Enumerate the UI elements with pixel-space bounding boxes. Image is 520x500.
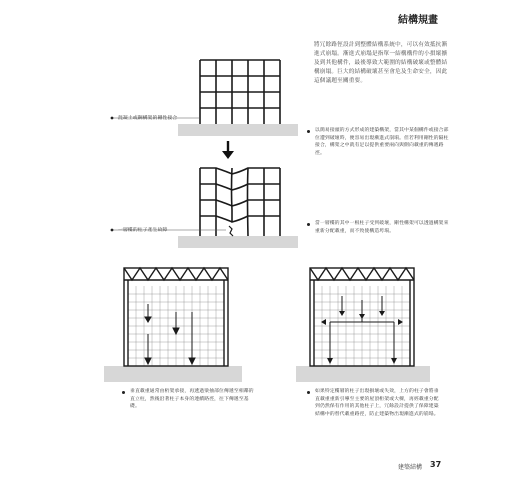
fine-grid (314, 286, 410, 366)
figure-truss-frame-redistributed (296, 268, 430, 382)
figure-truss-frame-normal (104, 268, 242, 382)
bullet-dot (122, 391, 125, 394)
frame-grid-deformed (200, 168, 280, 236)
frame-grid (200, 60, 280, 124)
ground-slab (178, 124, 298, 136)
fig2-label: 一層樓的柱子產生故障 (118, 228, 168, 233)
footer-section-label: 建築結構 (398, 464, 423, 471)
fig2-note: 當一層樓的其中一根柱子受到破壞，剛性構架可以透過構架來重新分配載重，而不致使構造垮塌。 (315, 220, 451, 235)
page-number: 37 (430, 460, 442, 469)
figure-rigid-frame (111, 60, 298, 136)
broken-column (229, 226, 233, 236)
down-arrow (222, 141, 234, 159)
fig3-note: 垂直載重通常由桁架承接，再透過梁抽部位傳遞至相鄰的直立柱，然後沿著柱子本身的連續路徑，往下傳遞至基礎。 (130, 388, 254, 411)
intro-paragraph: 將冗餘路徑設計到整體結構系統中，可以有效抵抗漸進式崩塌。漸進式崩塌是指單一結構構件的小損壞擴及到其他構件，最後導致大範圍的結構破壞或整體結構崩塌。巨大的結構破壞甚至會危及生命安全，因此這個議題至關重要。 (314, 42, 448, 84)
bullet-dot (307, 391, 310, 394)
ground-slab (104, 366, 242, 382)
leader-dot (111, 117, 114, 120)
figure-failed-column (111, 168, 298, 248)
ground-slab (178, 236, 298, 248)
bullet-dot (307, 130, 310, 133)
fig4-note: 如果特定樓層的柱子出現損壞或失效，上方的柱子會將垂直載重重新引導至主要的屋頂桁架或大樑，再經載重分配到仍然保有作用的其他柱子上，冗餘設計提供了保障建築結構中的替代載重路徑，防止建築物出現漸進式的崩塌。 (315, 388, 441, 418)
ground-slab (296, 366, 430, 382)
bullet-dot (307, 223, 310, 226)
fig1-label: 混凝土或鋼構架的剛性接合 (118, 116, 178, 121)
leader-dot (111, 229, 114, 232)
section-title: 結構規畫 (398, 15, 438, 26)
fig1-note: 以簡易接頭的方式形成的建築構架，當其中某個構件或接合部位遭到破壞時，便容易出現漸進式崩塌。但若利用剛性的隔柱接合，構架之中就有足以提供重要兩向與側向載重的傳遞路徑。 (315, 127, 451, 157)
